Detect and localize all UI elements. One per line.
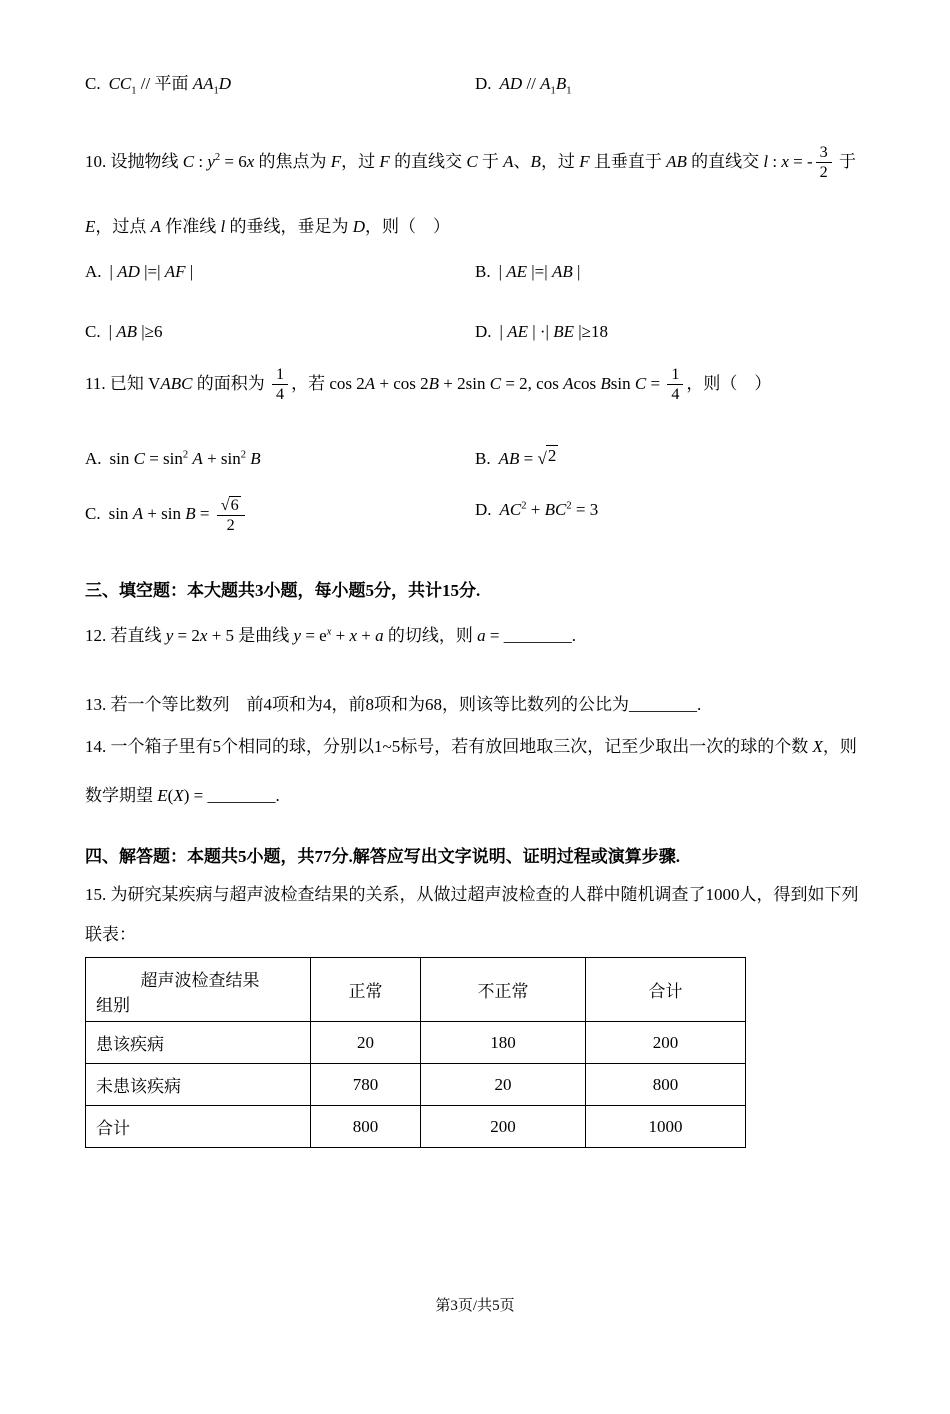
section3-heading: 三、填空题：本大题共3小题，每小题5分，共计15分.: [85, 581, 481, 601]
table-header-total: 合计: [586, 958, 746, 1022]
exam-page: [0, 70, 950, 1414]
option-a-formula: | AD |=| AF |: [109, 261, 194, 281]
table-row: [86, 1064, 746, 1106]
option-d-formula: $AC^2 + BC^2 = 3$: [499, 499, 599, 519]
q9-options-cd: [85, 70, 865, 97]
table-cell: 780: [311, 1064, 421, 1106]
q10-option-a: [85, 258, 475, 285]
table-cell: 800: [311, 1106, 421, 1148]
q15-intro-line2: 联表：: [85, 925, 136, 945]
q10-stem-line2: E，过点 A 作准线 l 的垂线，垂足为 D，则（ ）: [85, 216, 451, 236]
page-footer: 第3页/共5页: [435, 1298, 515, 1314]
option-b-label: B.: [475, 448, 491, 468]
q14-stem-line2: 数学期望 E(X) = ________.: [85, 786, 280, 806]
q10-stem-line1: 10. 设抛物线 C : $y^2 = 6x$ 的焦点为 F，过 F 的直线交 C 于 A、B，过 F 且垂直于 AB 的直线交 l : x = - $\frac{3}{2}$ 于: [85, 144, 856, 182]
q10-option-d: [475, 318, 865, 345]
q11-option-d: [475, 496, 865, 536]
table-header-normal: 正常: [311, 958, 421, 1022]
table-cell: 200: [421, 1106, 586, 1148]
option-a-label: A.: [85, 261, 102, 281]
option-a-label: A.: [85, 448, 102, 468]
table-corner-cell: [86, 958, 311, 1022]
option-c-label: C.: [85, 321, 101, 341]
q9-option-d: [475, 70, 865, 97]
q11-options-cd: [85, 496, 865, 536]
corner-bottom-label: 组别: [96, 995, 130, 1015]
table-header-abnormal: 不正常: [421, 958, 586, 1022]
table-cell: 800: [586, 1064, 746, 1106]
option-c-label: C.: [85, 74, 101, 93]
corner-top-label: 超声波检查结果: [140, 970, 260, 990]
q11-option-a: [85, 445, 475, 472]
row-label: 患该疾病: [86, 1022, 311, 1064]
table-cell: 1000: [586, 1106, 746, 1148]
contingency-table: [85, 957, 746, 1148]
option-d-formula: | AE | ·| BE |≥18: [499, 321, 608, 341]
table-cell: 180: [421, 1022, 586, 1064]
option-d-label: D.: [475, 321, 492, 341]
option-d-label: D.: [475, 499, 492, 519]
q10-options-ab: [85, 258, 865, 285]
option-c-formula: $CC_1$ // 平面 $AA_1D$: [108, 74, 232, 97]
q11-options-ab: [85, 445, 865, 472]
option-a-formula: $\sin C = \sin^2 A + \sin^2 B$: [109, 448, 261, 468]
table-header-row: [86, 958, 746, 1022]
option-c-formula: | AB |≥6: [108, 321, 163, 341]
q11-option-c: [85, 496, 475, 536]
option-b-formula: AB = √ 2: [498, 445, 557, 468]
option-d-formula: AD // $A_1B_1$: [499, 74, 572, 97]
option-b-label: B.: [475, 261, 491, 281]
table-cell: 20: [311, 1022, 421, 1064]
q11-stem: 11. 已知 VABC 的面积为 $\frac{1}{4}$ ，若 cos 2A + cos 2B + 2sin C = 2, cos Acos Bsin C = $\frac{1}{4}$ ，则（ ）: [85, 365, 772, 404]
q14-stem-line1: 14. 一个箱子里有5个相同的球，分别以1~5标号，若有放回地取三次，记至少取出一次的球的个数 X，则: [85, 737, 857, 757]
row-label: 未患该疾病: [86, 1064, 311, 1106]
table-row: [86, 1022, 746, 1064]
q11-option-b: [475, 445, 865, 472]
option-d-label: D.: [475, 74, 492, 93]
q10-option-c: [85, 318, 475, 345]
table-row: [86, 1106, 746, 1148]
row-label: 合计: [86, 1106, 311, 1148]
table-cell: 20: [421, 1064, 586, 1106]
section4-heading: 四、解答题：本题共5小题，共77分.解答应写出文字说明、证明过程或演算步骤.: [85, 847, 680, 867]
q15-intro-line1: 15. 为研究某疾病与超声波检查结果的关系，从做过超声波检查的人群中随机调查了1000人，得到如下列: [85, 885, 859, 905]
q12-stem: 12. 若直线 y = 2x + 5 是曲线 $y = e^x + x + a$ 的切线，则 a = ________.: [85, 626, 576, 646]
option-c-label: C.: [85, 504, 101, 524]
q10-option-b: [475, 258, 865, 285]
q10-options-cd: [85, 318, 865, 345]
q9-option-c: [85, 70, 475, 97]
q13-stem: 13. 若一个等比数列 前4项和为4，前8项和为68，则该等比数列的公比为________.: [85, 695, 702, 715]
option-b-formula: | AE |=| AB |: [498, 261, 581, 281]
option-c-formula: sin A + sin B = √ 6 2: [109, 504, 248, 523]
table-cell: 200: [586, 1022, 746, 1064]
